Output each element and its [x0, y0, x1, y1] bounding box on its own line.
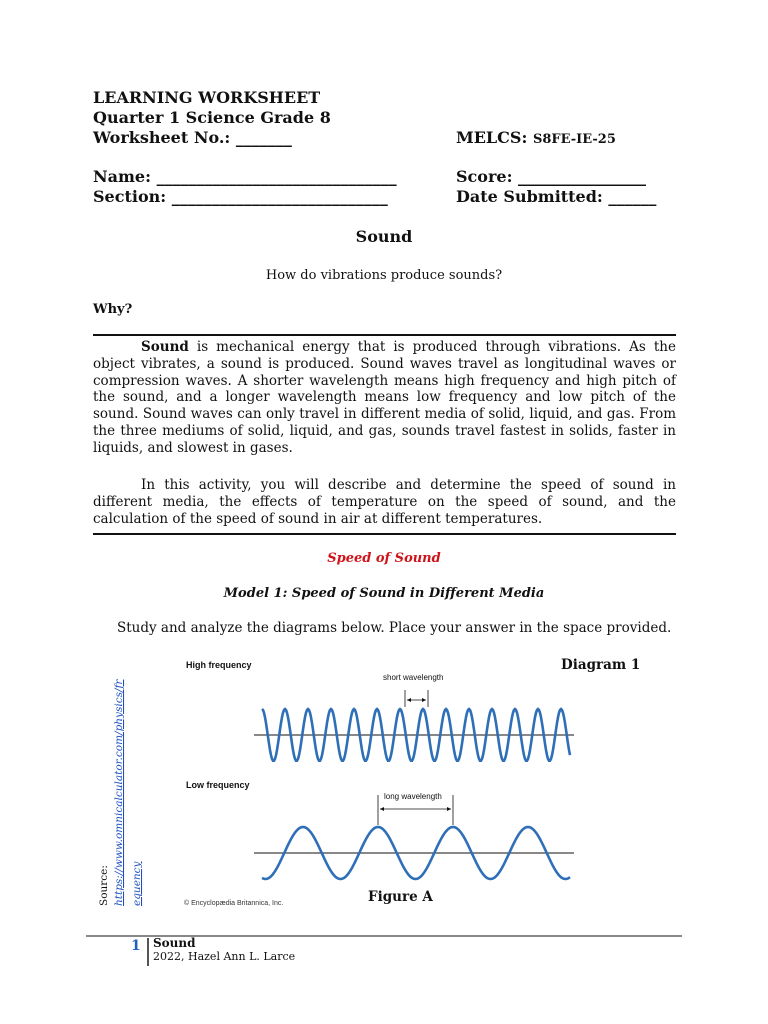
footer-separator [147, 938, 149, 966]
worksheet-heading: LEARNING WORKSHEET [93, 88, 321, 107]
high-frequency-label: High frequency [186, 660, 252, 670]
melcs-code: S8FE-IE-25 [532, 132, 616, 147]
sound-term: Sound [141, 339, 189, 355]
frequency-diagram [178, 655, 578, 910]
short-wavelength-label: short wavelength [383, 673, 444, 682]
name-field: Name: ______________________________ [93, 167, 397, 186]
low-frequency-label: Low frequency [186, 780, 250, 790]
model-title: Model 1: Speed of Sound in Different Media [223, 586, 545, 601]
source-label: Source: [98, 865, 110, 906]
top-divider [93, 334, 676, 336]
melcs [456, 128, 616, 150]
section-title: Speed of Sound [327, 551, 441, 566]
worksheet-number: Worksheet No.: _______ [93, 128, 292, 147]
source-link-line2[interactable]: equency [131, 861, 143, 906]
figure-label: Figure A [368, 889, 433, 905]
source-citation [96, 660, 144, 910]
footer-title: Sound [153, 936, 196, 950]
why-label: Why? [93, 302, 133, 317]
instruction: Study and analyze the diagrams below. Place your answer in the space provided. [117, 620, 672, 636]
melcs-label: MELCS: [456, 128, 528, 147]
date-submitted-field: Date Submitted: ______ [456, 187, 657, 206]
page-title: Sound [355, 227, 413, 246]
score-field: Score: ________________ [456, 167, 647, 186]
page-number: 1 [131, 938, 141, 954]
long-wavelength-label: long wavelength [384, 792, 442, 801]
short-wavelength-marker [405, 690, 428, 707]
source-link-line1[interactable]: https://www.omnicalculator.com/physics/fr [113, 679, 125, 906]
intro-paragraph-1 [93, 339, 676, 457]
intro-paragraph-2: In this activity, you will describe and determine the speed of sound in different media, the effects of temperature on the speed of sound, and the calculation of the speed of sound in air at different temperatures. [93, 477, 676, 527]
diagram-label: Diagram 1 [561, 657, 641, 673]
intro-paragraph-1-text: is mechanical energy that is produced through vibrations. As the object vibrates, a sound is produced. Sound waves travel as longitudinal waves or compression waves. A shorter wavelength means high frequency and high pitch of the sound, and a longer wavelength means low frequency and low pitch of the sound. Sound waves can only travel in different media of solid, liquid, and gas. From the three mediums of solid, liquid, and gas, sounds travel fastest in solids, faster in liquids, and slowest in gases. [93, 339, 676, 456]
footer-credit: 2022, Hazel Ann L. Larce [153, 950, 296, 963]
guiding-question: How do vibrations produce sounds? [265, 268, 503, 283]
quarter-grade: Quarter 1 Science Grade 8 [93, 108, 331, 127]
section-field: Section: ___________________________ [93, 187, 388, 206]
copyright-notice: © Encyclopædia Britannica, Inc. [184, 900, 284, 907]
bottom-divider [93, 533, 676, 535]
